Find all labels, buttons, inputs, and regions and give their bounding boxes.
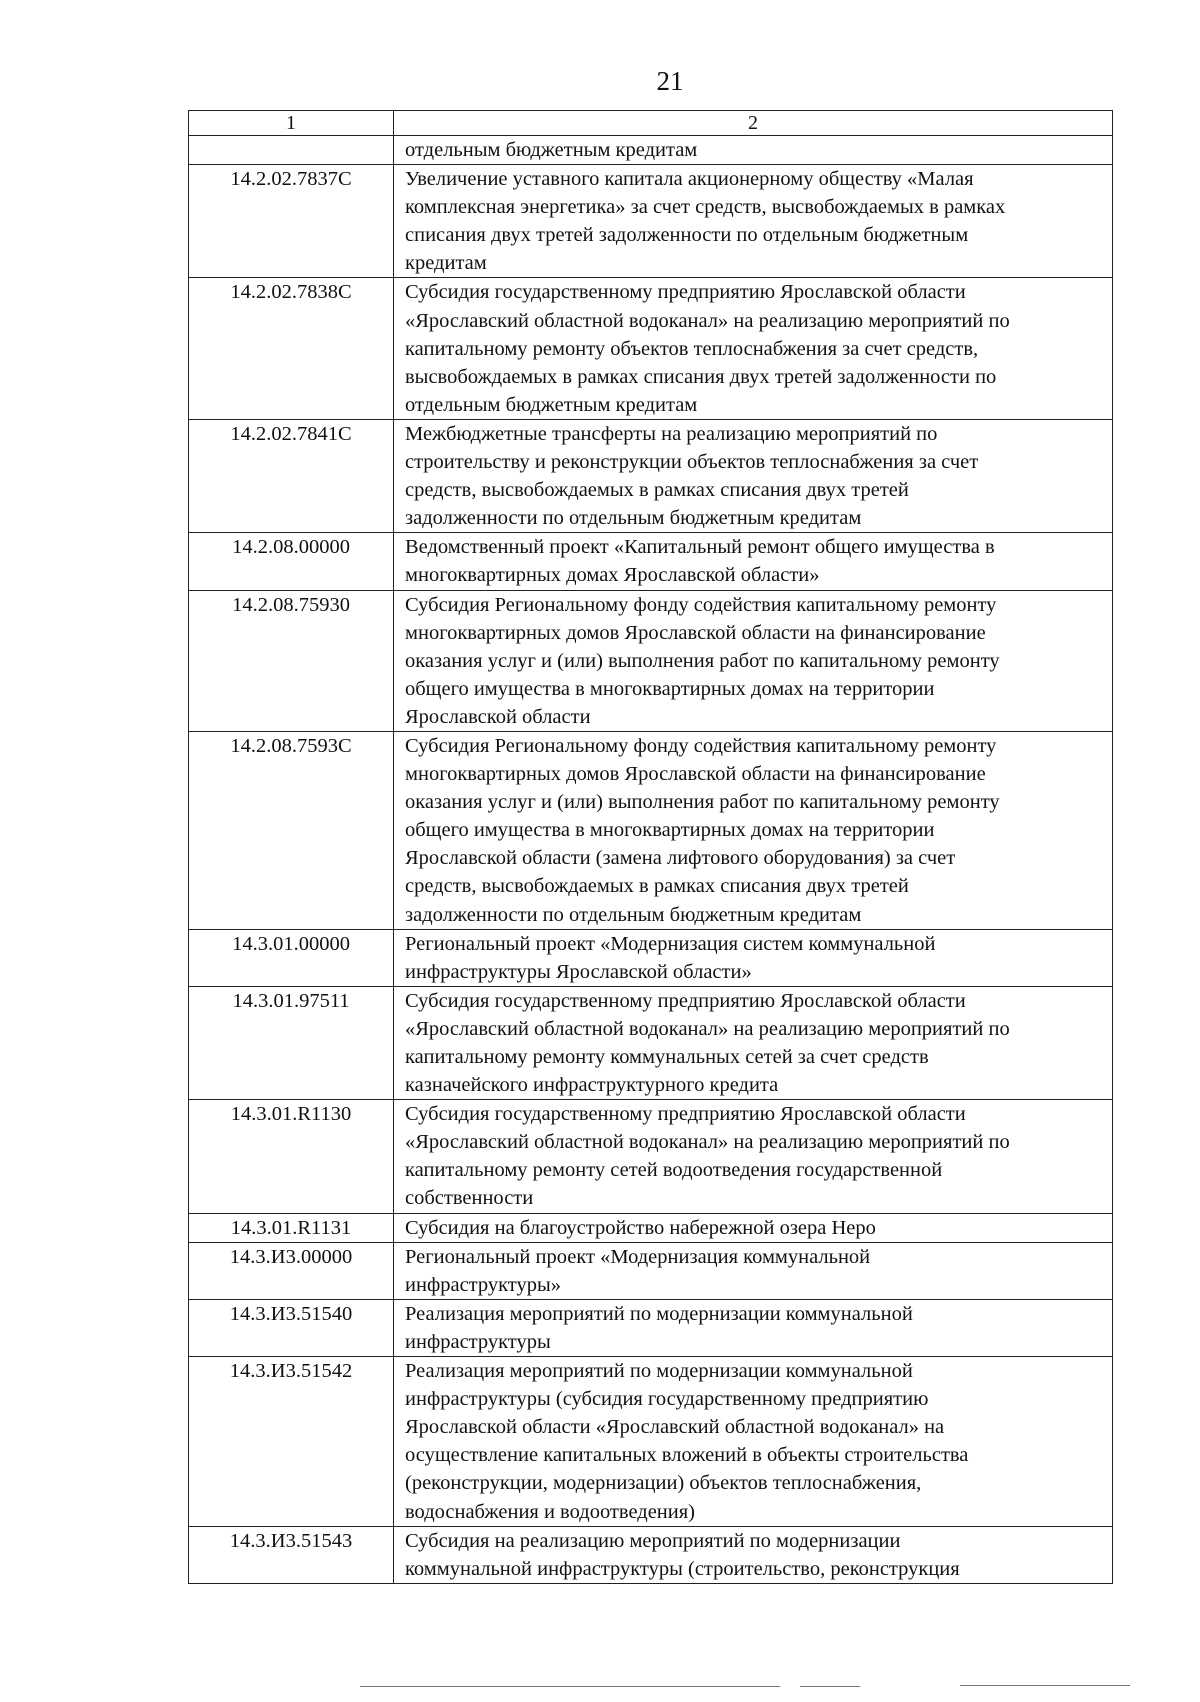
description-line: Реализация мероприятий по модернизации коммунальной bbox=[405, 1302, 913, 1325]
table-row bbox=[189, 1299, 1113, 1356]
description-line: Реализация мероприятий по модернизации коммунальной bbox=[405, 1360, 913, 1383]
row-code: 14.3.И3.00000 bbox=[189, 1242, 394, 1299]
row-code: 14.2.02.7837С bbox=[189, 165, 394, 278]
row-code: 14.3.01.R1130 bbox=[189, 1100, 394, 1213]
description-line: списания двух третей задолженности по отдельным бюджетным bbox=[405, 224, 969, 247]
table-row bbox=[189, 1100, 1113, 1213]
description-line: многоквартирных домов Ярославской области на финансирование bbox=[405, 763, 986, 786]
description-line: общего имущества в многоквартирных домах на территории bbox=[405, 677, 935, 700]
description-line: Субсидия Региональному фонду содействия капитальному ремонту bbox=[405, 593, 997, 616]
row-code: 14.3.01.97511 bbox=[189, 986, 394, 1099]
table-header-row bbox=[189, 111, 1113, 136]
row-description bbox=[394, 1242, 1113, 1299]
table-row bbox=[189, 1357, 1113, 1527]
table-row bbox=[189, 419, 1113, 532]
row-code: 14.3.И3.51542 bbox=[189, 1357, 394, 1527]
table-row bbox=[189, 986, 1113, 1099]
description-line: строительству и реконструкции объектов теплоснабжения за счет bbox=[405, 451, 979, 474]
row-code: 14.3.И3.51543 bbox=[189, 1526, 394, 1583]
description-line: средств, высвобождаемых в рамках списания двух третей bbox=[405, 479, 909, 502]
description-line: задолженности по отдельным бюджетным кредитам bbox=[405, 507, 862, 530]
description-line: Субсидия государственному предприятию Ярославской области bbox=[405, 989, 966, 1012]
row-description bbox=[394, 1299, 1113, 1356]
table-row bbox=[189, 165, 1113, 278]
row-description bbox=[394, 533, 1113, 590]
description-line: Субсидия государственному предприятию Ярославской области bbox=[405, 1103, 966, 1126]
description-line: Региональный проект «Модернизация систем коммунальной bbox=[405, 932, 936, 955]
description-line: водоснабжения и водоотведения) bbox=[405, 1500, 695, 1523]
table-row bbox=[189, 731, 1113, 929]
row-description bbox=[394, 986, 1113, 1099]
table-row bbox=[189, 1213, 1113, 1242]
description-line: оказания услуг и (или) выполнения работ по капитальному ремонту bbox=[405, 791, 1000, 814]
description-line: «Ярославский областной водоканал» на реализацию мероприятий по bbox=[405, 1017, 1010, 1040]
row-code: 14.2.02.7841С bbox=[189, 419, 394, 532]
budget-code-table bbox=[188, 110, 1113, 1584]
table-row bbox=[189, 278, 1113, 419]
description-line: «Ярославский областной водоканал» на реализацию мероприятий по bbox=[405, 1131, 1010, 1154]
description-line: задолженности по отдельным бюджетным кредитам bbox=[405, 903, 862, 926]
row-code: 14.3.И3.51540 bbox=[189, 1299, 394, 1356]
description-line: высвобождаемых в рамках списания двух третей задолженности по bbox=[405, 365, 997, 388]
column-header-1: 1 bbox=[189, 111, 394, 136]
description-line: инфраструктуры Ярославской области» bbox=[405, 960, 752, 983]
description-line: инфраструктуры (субсидия государственному предприятию bbox=[405, 1388, 929, 1411]
row-code: 14.2.08.7593С bbox=[189, 731, 394, 929]
row-description bbox=[394, 1100, 1113, 1213]
table-row bbox=[189, 533, 1113, 590]
description-line: коммунальной инфраструктуры (строительство, реконструкция bbox=[405, 1557, 960, 1580]
description-line: «Ярославский областной водоканал» на реализацию мероприятий по bbox=[405, 309, 1010, 332]
description-line: кредитам bbox=[405, 252, 487, 275]
description-line: собственности bbox=[405, 1187, 534, 1210]
description-line: Увеличение уставного капитала акционерному обществу «Малая bbox=[405, 168, 974, 191]
row-description bbox=[394, 1357, 1113, 1527]
description-line: капитальному ремонту объектов теплоснабжения за счет средств, bbox=[405, 337, 979, 360]
table-row bbox=[189, 1526, 1113, 1583]
scan-artifact-line bbox=[800, 1686, 860, 1687]
row-code: 14.3.01.00000 bbox=[189, 929, 394, 986]
description-line: средств, высвобождаемых в рамках списания двух третей bbox=[405, 875, 909, 898]
row-description bbox=[394, 136, 1113, 165]
description-line: общего имущества в многоквартирных домах на территории bbox=[405, 819, 935, 842]
description-line: многоквартирных домов Ярославской области на финансирование bbox=[405, 621, 986, 644]
row-description bbox=[394, 419, 1113, 532]
description-line: Ведомственный проект «Капитальный ремонт общего имущества в bbox=[405, 536, 995, 559]
description-line: Ярославской области «Ярославский областной водоканал» на bbox=[405, 1416, 945, 1439]
description-line: Субсидия Региональному фонду содействия капитальному ремонту bbox=[405, 734, 997, 757]
scan-artifact-line bbox=[960, 1685, 1130, 1686]
row-description bbox=[394, 929, 1113, 986]
description-line: (реконструкции, модернизации) объектов теплоснабжения, bbox=[405, 1472, 922, 1495]
description-line: инфраструктуры bbox=[405, 1330, 551, 1353]
description-line: Межбюджетные трансферты на реализацию мероприятий по bbox=[405, 422, 938, 445]
page-number: 21 bbox=[656, 66, 684, 96]
description-line: осуществление капитальных вложений в объекты строительства bbox=[405, 1444, 969, 1467]
description-line: капитальному ремонту коммунальных сетей за счет средств bbox=[405, 1046, 929, 1068]
table-row bbox=[189, 1242, 1113, 1299]
scan-artifact-line bbox=[360, 1686, 780, 1687]
row-code: 14.2.08.00000 bbox=[189, 533, 394, 590]
column-header-2: 2 bbox=[394, 111, 1113, 136]
table-row bbox=[189, 929, 1113, 986]
description-line: отдельным бюджетным кредитам bbox=[405, 393, 698, 416]
description-line: казначейского инфраструктурного кредита bbox=[405, 1074, 779, 1097]
row-code bbox=[189, 136, 394, 165]
description-line: Субсидия на реализацию мероприятий по модернизации bbox=[405, 1529, 901, 1552]
description-line: Ярославской области (замена лифтового оборудования) за счет bbox=[405, 847, 956, 870]
row-description bbox=[394, 590, 1113, 731]
table-row bbox=[189, 590, 1113, 731]
row-code: 14.3.01.R1131 bbox=[189, 1213, 394, 1242]
table-row bbox=[189, 136, 1113, 165]
description-line: инфраструктуры» bbox=[405, 1273, 562, 1296]
row-code: 14.2.02.7838С bbox=[189, 278, 394, 419]
row-description bbox=[394, 731, 1113, 929]
description-line: многоквартирных домах Ярославской области» bbox=[405, 564, 820, 587]
description-line: Субсидия на благоустройство набережной озера Неро bbox=[405, 1216, 876, 1239]
description-line: оказания услуг и (или) выполнения работ по капитальному ремонту bbox=[405, 649, 1000, 672]
description-line: комплексная энергетика» за счет средств, высвобождаемых в рамках bbox=[405, 196, 1006, 219]
row-code: 14.2.08.75930 bbox=[189, 590, 394, 731]
description-line: Региональный проект «Модернизация коммунальной bbox=[405, 1245, 871, 1268]
row-description bbox=[394, 278, 1113, 419]
row-description bbox=[394, 1526, 1113, 1583]
description-line: Субсидия государственному предприятию Ярославской области bbox=[405, 281, 966, 304]
description-line: капитальному ремонту сетей водоотведения государственной bbox=[405, 1159, 943, 1182]
description-line: отдельным бюджетным кредитам bbox=[405, 139, 698, 161]
row-description bbox=[394, 165, 1113, 278]
description-line: Ярославской области bbox=[405, 705, 591, 728]
row-description bbox=[394, 1213, 1113, 1242]
